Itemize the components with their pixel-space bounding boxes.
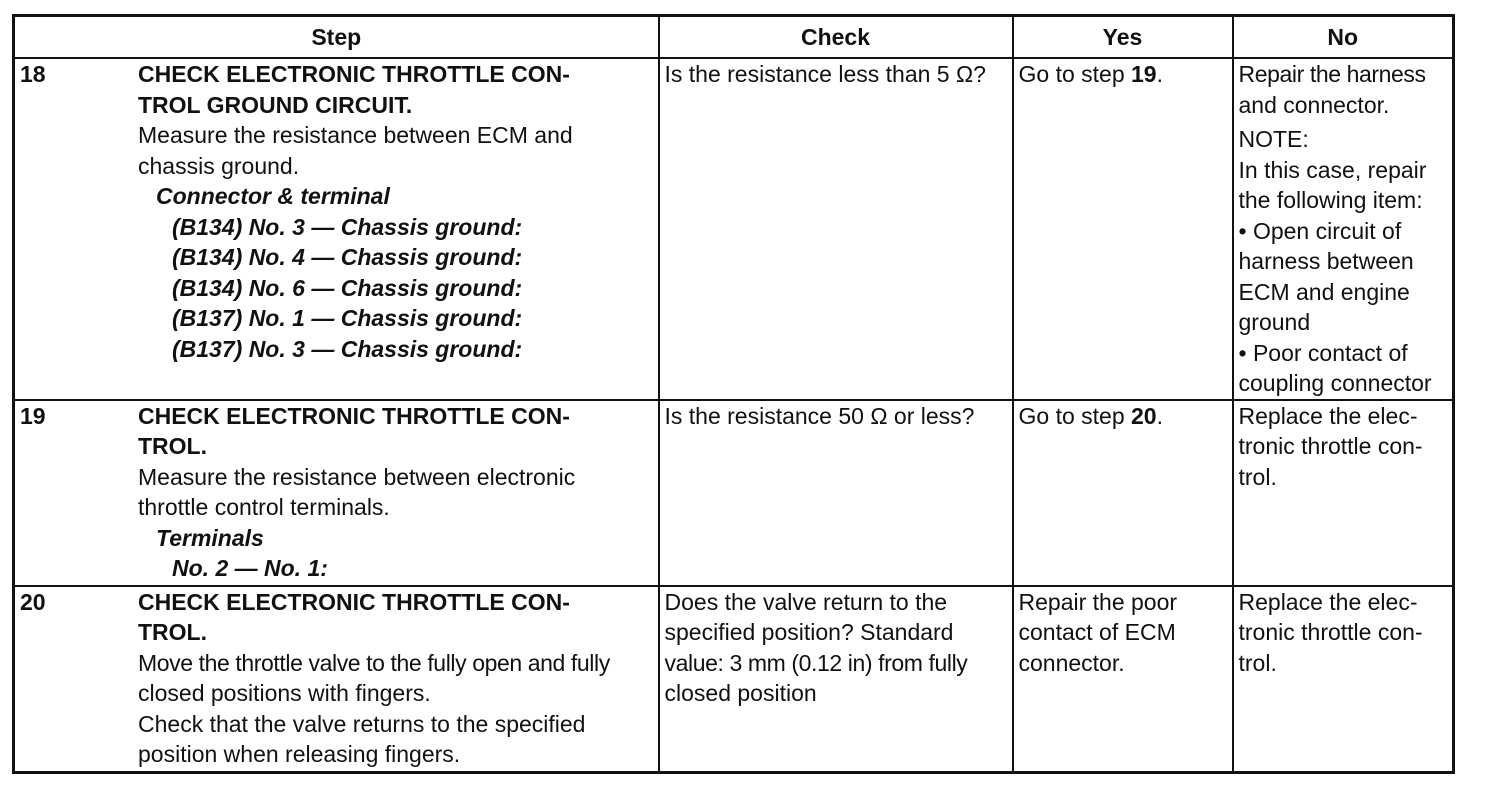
connector-terminal-item: (B137) No. 3 — Chassis ground:	[172, 335, 523, 362]
header-step: Step	[14, 16, 659, 59]
no-text-line: tronic throttle con-	[1238, 619, 1423, 645]
no-text-line: trol.	[1238, 649, 1277, 676]
step-title-line: CHECK ELECTRONIC THROTTLE CON-	[138, 588, 570, 615]
step-number: 20	[20, 588, 46, 615]
diagnosis-table	[12, 14, 1455, 774]
step-title-line: TROL.	[138, 619, 207, 645]
check-cell	[659, 58, 1013, 400]
check-text: Is the resistance less than 5 Ω?	[664, 61, 986, 87]
yes-cell	[1013, 586, 1233, 773]
no-text-line: Replace the elec-	[1238, 402, 1418, 429]
step-description-line: throttle control terminals.	[138, 494, 390, 520]
check-text-line: value: 3 mm (0.12 in) from fully	[664, 649, 968, 676]
yes-prefix: Go to step	[1018, 61, 1132, 87]
yes-text-line: connector.	[1018, 649, 1125, 676]
no-text-line: trol.	[1238, 463, 1277, 490]
connector-terminal-item: (B134) No. 6 — Chassis ground:	[172, 274, 523, 301]
yes-prefix: Go to step	[1018, 402, 1132, 429]
step-description-line: Move the throttle valve to the fully open and fully	[138, 649, 610, 676]
step-cell	[14, 586, 659, 773]
yes-text	[1019, 401, 1227, 432]
note-bullet-line: • Poor contact of	[1238, 339, 1408, 366]
note-bullet-line: harness between	[1238, 248, 1414, 274]
table-row	[14, 400, 1454, 586]
yes-cell	[1013, 58, 1233, 400]
yes-step-number: 20	[1131, 402, 1157, 429]
check-text: Is the resistance 50 Ω or less?	[664, 402, 975, 429]
yes-text-line: contact of ECM	[1018, 619, 1176, 645]
connector-terminal-item: (B134) No. 4 — Chassis ground:	[172, 244, 523, 270]
note-bullet-line: • Open circuit of	[1238, 217, 1402, 244]
header-no: No	[1233, 16, 1454, 59]
note-bullet-line: ground	[1238, 309, 1311, 335]
step-body	[138, 587, 653, 770]
no-text-line: Repair the harness	[1238, 61, 1426, 87]
step-description-line: Check that the valve returns to the specified	[138, 710, 586, 737]
terminals-heading: Terminals	[156, 524, 264, 551]
yes-text-line: Repair the poor	[1018, 588, 1178, 615]
note-bullet-line: coupling connector	[1238, 370, 1432, 396]
connector-heading: Connector & terminal	[156, 183, 390, 209]
note-text-line: the following item:	[1238, 187, 1423, 213]
step-cell	[14, 400, 659, 586]
step-title-line: CHECK ELECTRONIC THROTTLE CON-	[138, 402, 570, 429]
note-bullet-line: ECM and engine	[1238, 278, 1410, 305]
step-number: 19	[20, 402, 46, 429]
step-cell	[14, 58, 659, 400]
header-yes: Yes	[1013, 16, 1233, 59]
step-body	[138, 59, 653, 364]
step-description-line: closed positions with fingers.	[138, 680, 431, 706]
step-description-line: Measure the resistance between ECM and	[138, 122, 573, 148]
yes-suffix: .	[1156, 61, 1163, 87]
note-text-line: In this case, repair	[1238, 156, 1427, 183]
check-text-line: closed position	[664, 680, 817, 706]
yes-text	[1019, 59, 1227, 90]
no-text-line: and connector.	[1238, 91, 1390, 118]
step-description-line: Measure the resistance between electronic	[138, 463, 576, 490]
check-text-line: specified position? Standard	[664, 619, 954, 645]
terminal-item: No. 2 — No. 1:	[172, 555, 328, 581]
check-cell	[659, 586, 1013, 773]
step-description-line: chassis ground.	[138, 152, 300, 179]
step-number: 18	[20, 61, 46, 87]
no-text-line: Replace the elec-	[1238, 588, 1418, 615]
step-body	[138, 401, 653, 584]
table-row	[14, 586, 1454, 773]
step-title-line: TROL GROUND CIRCUIT.	[138, 91, 413, 118]
yes-suffix: .	[1156, 402, 1163, 429]
step-description-line: position when releasing fingers.	[138, 741, 461, 767]
connector-terminal-item: (B137) No. 1 — Chassis ground:	[172, 305, 523, 331]
no-cell	[1233, 586, 1454, 773]
no-cell	[1233, 58, 1454, 400]
table-row	[14, 58, 1454, 400]
no-text-line: tronic throttle con-	[1238, 433, 1423, 459]
step-title-line: CHECK ELECTRONIC THROTTLE CON-	[138, 61, 570, 87]
no-cell	[1233, 400, 1454, 586]
yes-step-number: 19	[1131, 61, 1157, 87]
table-header-row	[14, 16, 1454, 59]
header-check: Check	[659, 16, 1013, 59]
note-label: NOTE:	[1238, 126, 1309, 152]
yes-cell	[1013, 400, 1233, 586]
check-text-line: Does the valve return to the	[664, 588, 948, 615]
check-cell	[659, 400, 1013, 586]
step-title-line: TROL.	[138, 433, 207, 459]
connector-terminal-item: (B134) No. 3 — Chassis ground:	[172, 213, 523, 240]
